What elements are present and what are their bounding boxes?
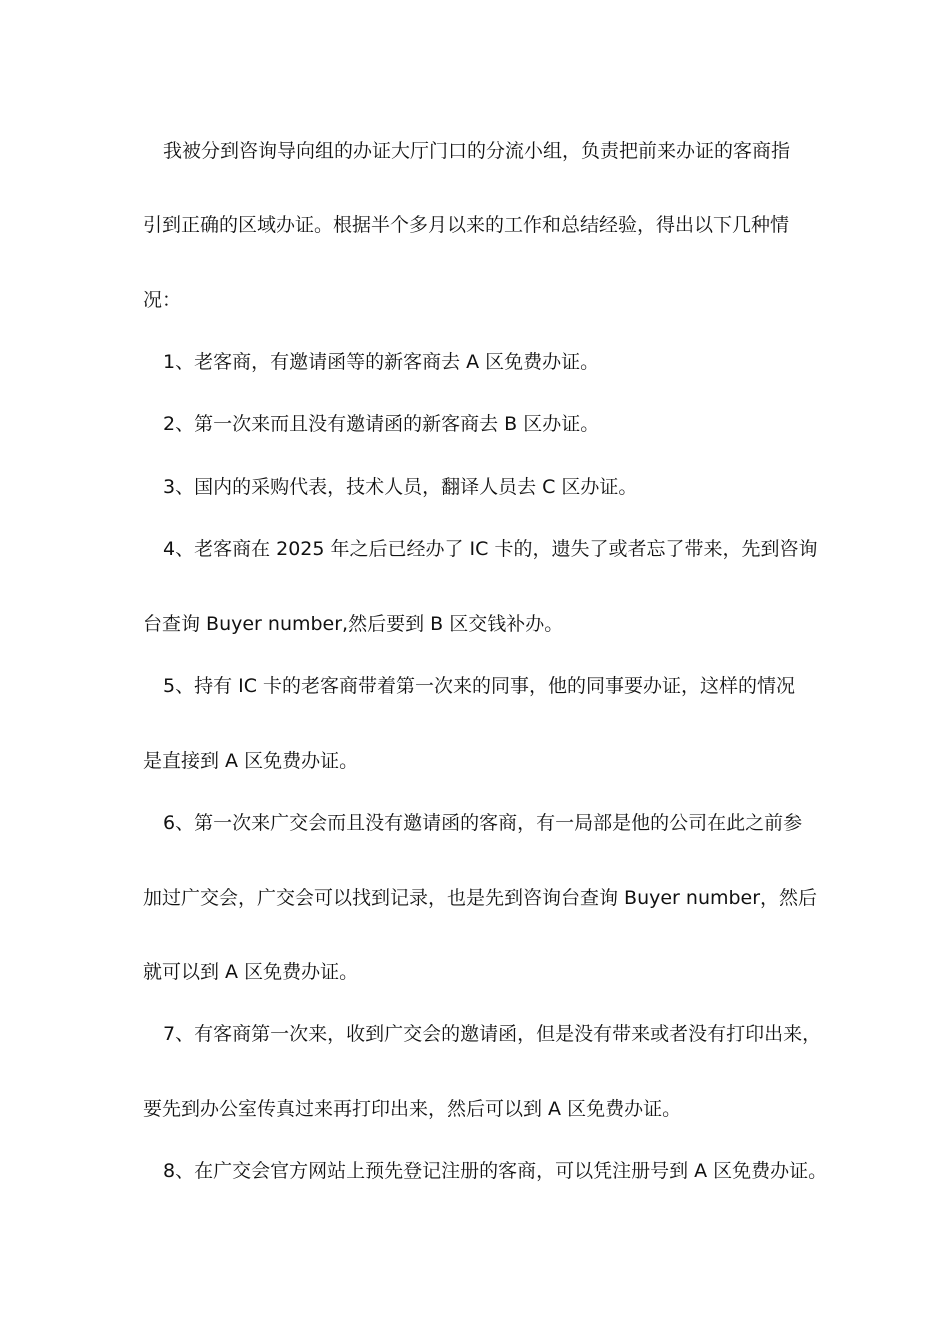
list-item-6-line-2: 加过广交会，广交会可以找到记录，也是先到咨询台查询 Buyer number，然后 (143, 887, 818, 909)
list-item-6-line-1: 6、第一次来广交会而且没有邀请函的客商，有一局部是他的公司在此之前参 (163, 812, 803, 834)
list-item-7-line-1: 7、有客商第一次来，收到广交会的邀请函，但是没有带来或者没有打印出来， (163, 1023, 822, 1045)
intro-line-1: 我被分到咨询导向组的办证大厅门口的分流小组，负责把前来办证的客商指 (163, 140, 791, 162)
list-item-7-line-2: 要先到办公室传真过来再打印出来，然后可以到 A 区免费办证。 (143, 1098, 682, 1120)
list-item-6-line-3: 就可以到 A 区免费办证。 (143, 961, 359, 983)
list-item-5-line-2: 是直接到 A 区免费办证。 (143, 750, 359, 772)
list-item-8: 8、在广交会官方网站上预先登记注册的客商，可以凭注册号到 A 区免费办证。 (163, 1160, 828, 1182)
list-item-4-line-2: 台查询 Buyer number,然后要到 B 区交钱补办。 (143, 613, 564, 635)
intro-line-2: 引到正确的区域办证。根据半个多月以来的工作和总结经验，得出以下几种情 (143, 214, 790, 236)
intro-line-3: 况： (143, 289, 182, 311)
list-item-2: 2、第一次来而且没有邀请函的新客商去 B 区办证。 (163, 413, 600, 435)
list-item-1: 1、老客商，有邀请函等的新客商去 A 区免费办证。 (163, 351, 600, 373)
list-item-5-line-1: 5、持有 IC 卡的老客商带着第一次来的同事，他的同事要办证，这样的情况 (163, 675, 796, 697)
list-item-3: 3、国内的采购代表，技术人员，翻译人员去 C 区办证。 (163, 476, 638, 498)
list-item-4-line-1: 4、老客商在 2025 年之后已经办了 IC 卡的，遗失了或者忘了带来，先到咨询 (163, 538, 818, 560)
